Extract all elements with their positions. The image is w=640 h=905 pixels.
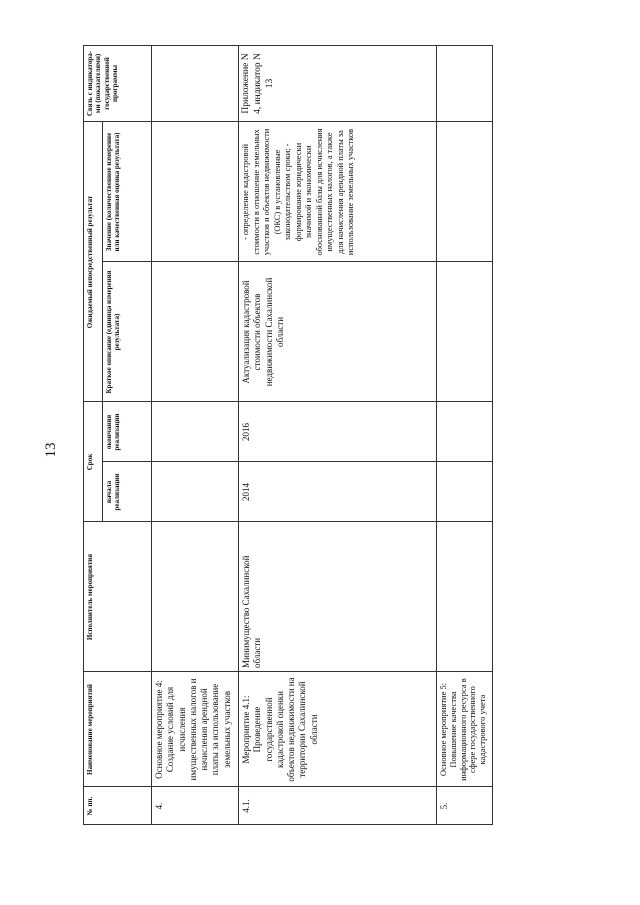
header-term: Срок	[86, 453, 94, 471]
row41-link: Приложение N 4, индикатор N 13	[241, 53, 275, 114]
header-term-start: начала реализации	[105, 473, 122, 511]
row5-num: 5.	[439, 802, 449, 810]
header-num: № пп.	[86, 796, 94, 816]
row41-executor: Минимущество Сахалинской области	[241, 555, 263, 668]
rotated-table	[83, 45, 493, 825]
row4-num: 4.	[154, 802, 164, 810]
header-name: Наименование мероприятий	[86, 684, 94, 775]
row41-short: Актуализация кадастровой стоимости объектов недвижимости Сахалинской области	[241, 277, 285, 387]
header-link: Связь с индикатора-ми (показателями) государственной программы	[86, 50, 120, 117]
header-executor: Исполнитель мероприятия	[86, 553, 94, 641]
row41-value: - определение кадастровой стоимости в отношение земельных участков и объектов недвижимости (ОКС) в установленные законодательством сроки; - формирование юридически значимой и экономически обоснованной базы для исчисления имущественных налогов, а также для начисления арендной платы за использование земельных участков	[241, 128, 355, 256]
page-number: 13	[43, 442, 59, 458]
header-result: Ожидаемый непосредственный результат	[86, 195, 94, 329]
row5-name: Основное мероприятие 5: Повышение качества информационного ресурса в сфере государственного кадастрового учета	[438, 678, 488, 781]
row41-end: 2016	[241, 423, 251, 441]
row41-name: Мероприятие 4.1: Проведение государственной кадастровой оценки объектов недвижимости на территории Сахалинской области	[241, 677, 319, 782]
header-result-short: Краткое описание (единица измерения результата)	[105, 270, 122, 394]
row41-num: 4.1.	[241, 799, 251, 813]
header-term-end: окончания реализации	[105, 413, 122, 451]
header-result-value: Значение (количественное измерение или качественная оценка результата)	[105, 132, 122, 252]
row41-start: 2014	[241, 483, 251, 501]
row4-name: Основное мероприятие 4: Создание условий для исчисления имущественных налогов и начисления арендной платы за использование земельных участков	[154, 678, 232, 781]
